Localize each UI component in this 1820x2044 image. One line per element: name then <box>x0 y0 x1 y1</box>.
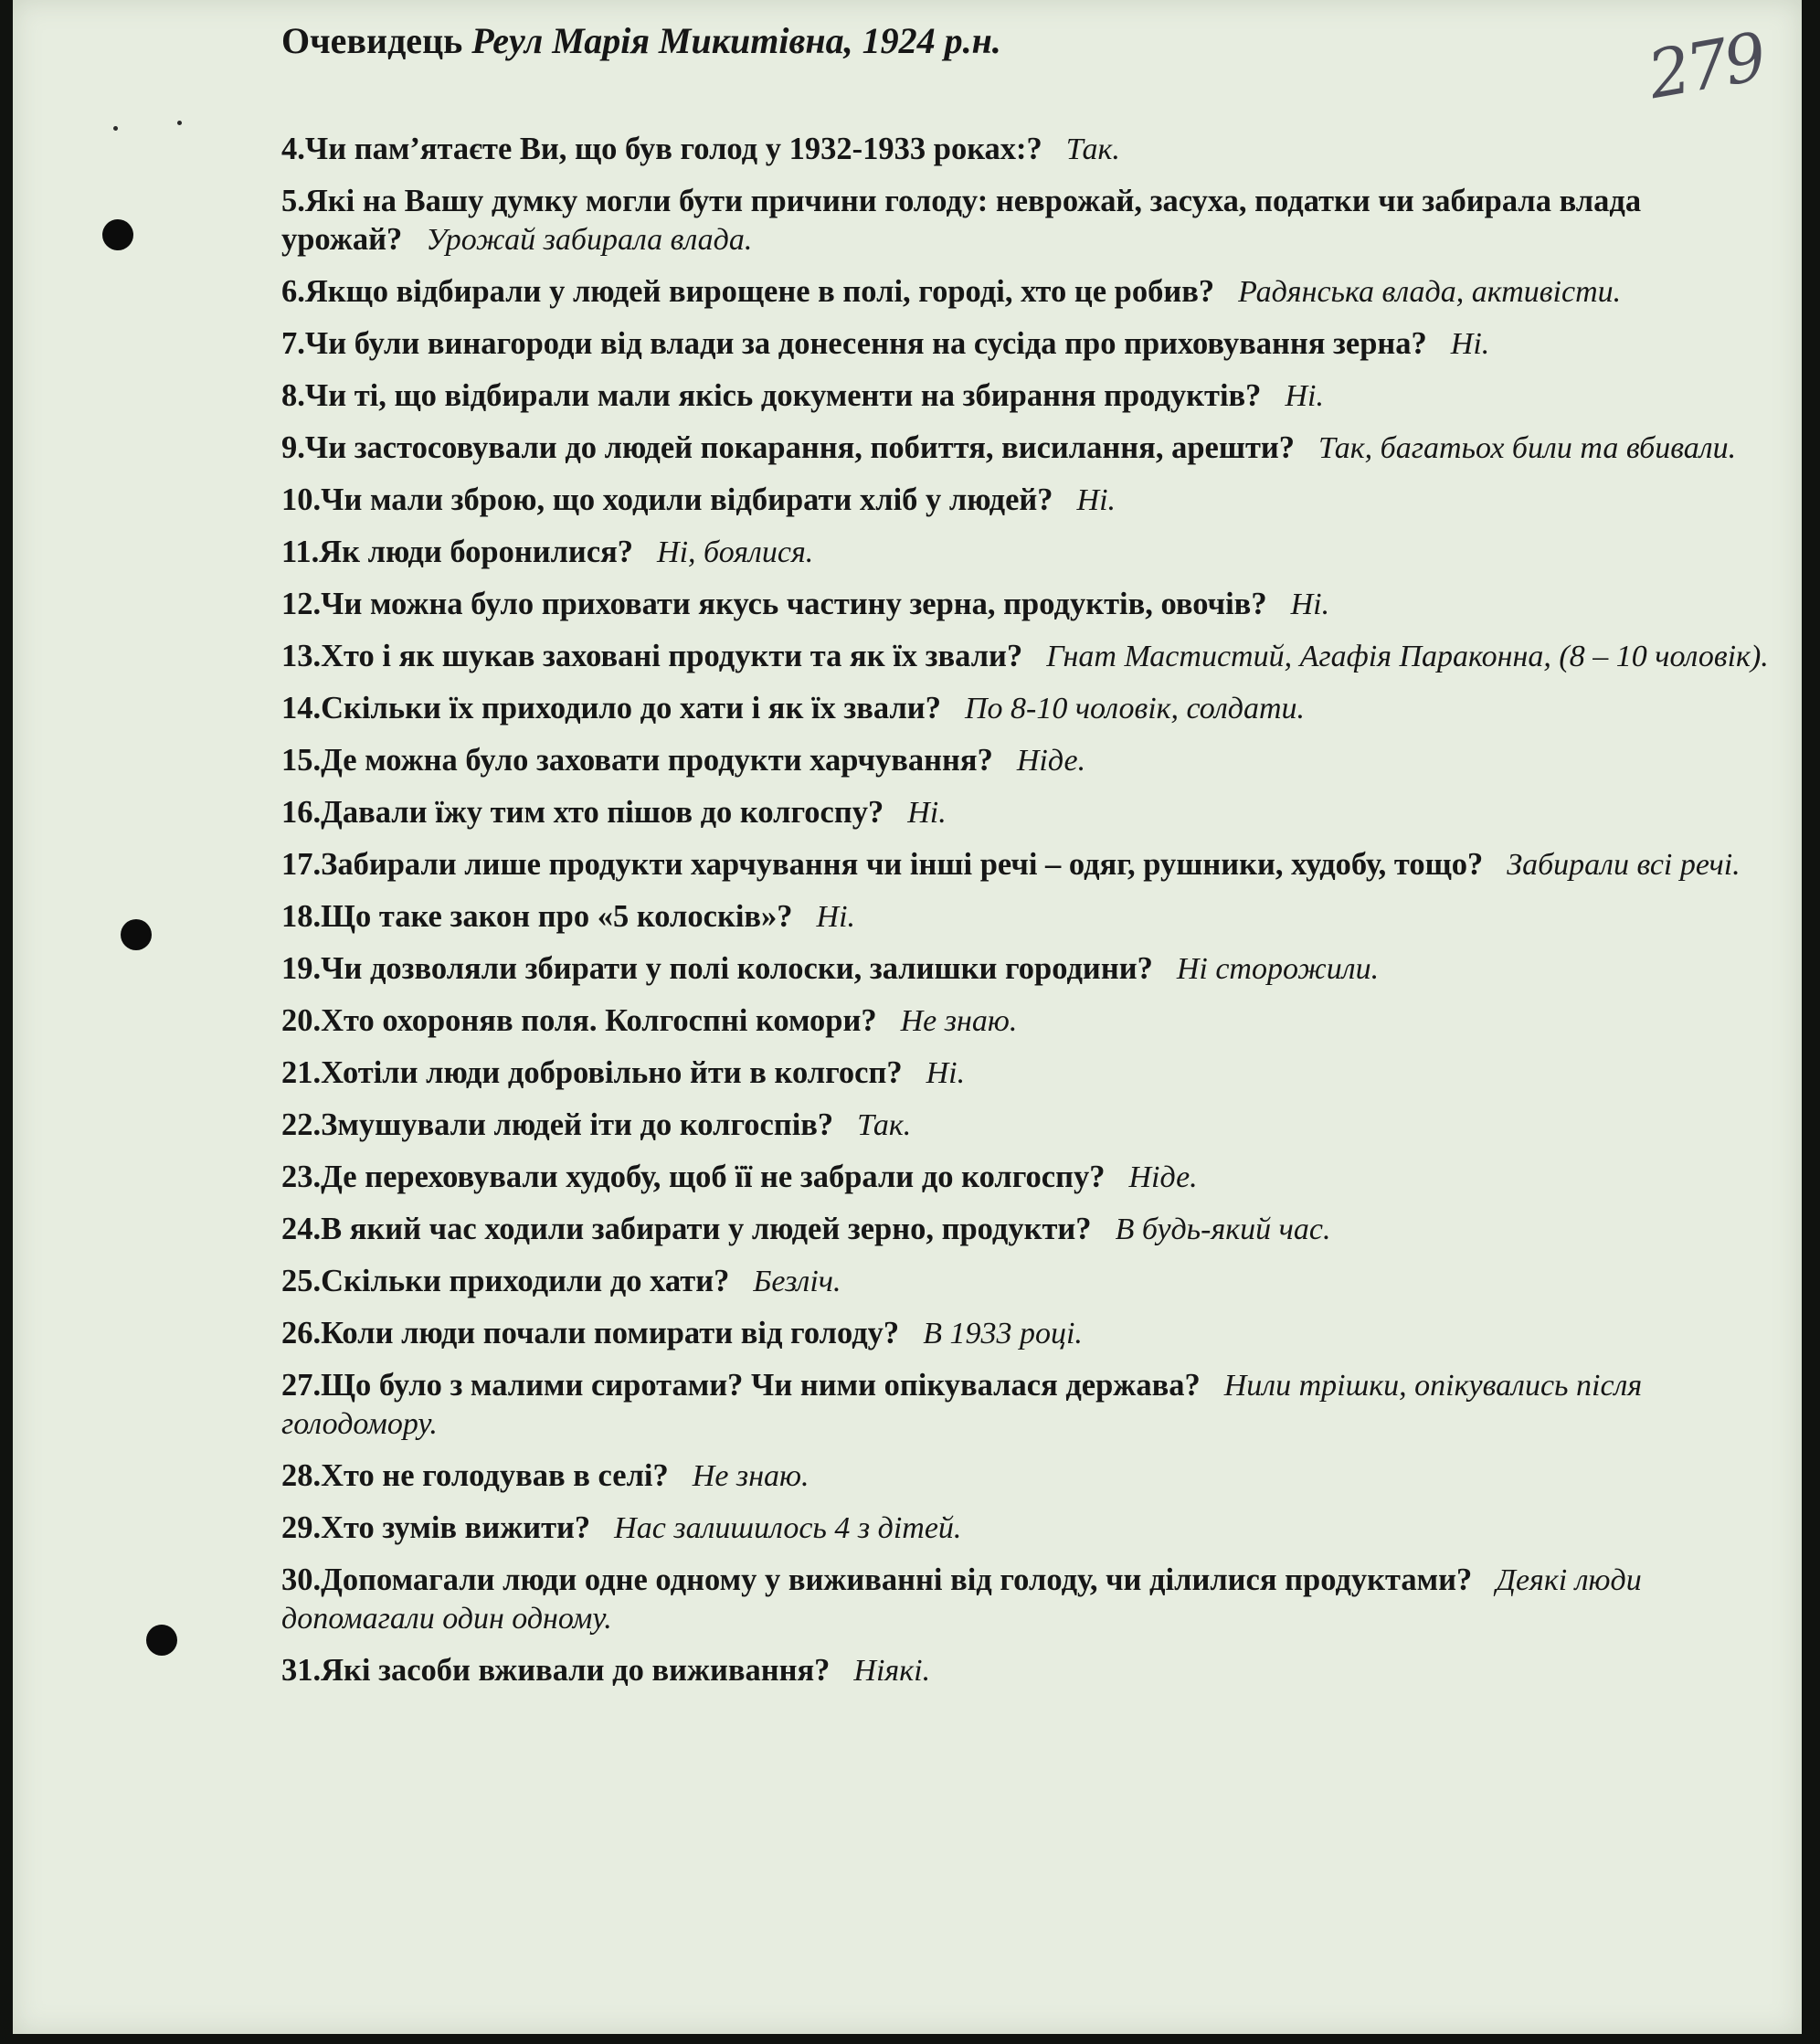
question-item <box>281 1106 1776 1145</box>
answer-text: Ні. <box>1290 588 1330 621</box>
answer-text: Безліч. <box>753 1265 841 1298</box>
question-item <box>281 949 1776 989</box>
question-text: 15.Де можна було заховати продукти харчування? <box>281 743 993 778</box>
question-item <box>281 1509 1776 1548</box>
question-text: 12.Чи можна було приховати якусь частину зерна, продуктів, овочів? <box>281 587 1267 621</box>
punch-hole <box>102 219 133 250</box>
question-item <box>281 376 1776 416</box>
punch-hole <box>121 919 152 950</box>
answer-text: Ні. <box>1285 379 1324 413</box>
punch-hole <box>146 1625 177 1656</box>
question-item <box>281 324 1776 364</box>
question-text: 31.Які засоби вживали до виживання? <box>281 1653 831 1688</box>
answer-text: Нас залишилось 4 з дітей. <box>614 1511 962 1545</box>
question-item <box>281 845 1776 884</box>
answer-text: Ні. <box>1076 483 1116 517</box>
question-text: 16.Давали їжу тим хто пішов до колгоспу? <box>281 795 884 830</box>
question-item <box>281 1456 1776 1496</box>
answer-text: Ні. <box>907 796 947 830</box>
question-item <box>281 689 1776 728</box>
document-body <box>278 18 1776 1703</box>
answer-text: Ні, боялися. <box>657 535 814 569</box>
question-item <box>281 1210 1776 1249</box>
answer-text: По 8-10 чоловік, солдати. <box>964 692 1306 725</box>
document-page <box>13 0 1802 2034</box>
answer-text: Ні. <box>816 900 856 934</box>
question-text: 22.Змушували людей іти до колгоспів? <box>281 1107 834 1142</box>
question-text: 24.В який час ходили забирати у людей зерно, продукти? <box>281 1212 1092 1246</box>
question-text: 17.Забирали лише продукти харчування чи інші речі – одяг, рушники, худобу, тощо? <box>281 847 1484 882</box>
answer-text: Ні. <box>926 1056 966 1090</box>
answer-text: Деякі люди допомагали один одному. <box>281 1563 1642 1636</box>
answer-text: Ніякі. <box>853 1654 931 1688</box>
question-item <box>281 741 1776 780</box>
question-text: 20.Хто охороняв поля. Колгоспні комори? <box>281 1003 877 1038</box>
question-item <box>281 1158 1776 1197</box>
question-text: 18.Що таке закон про «5 колосків»? <box>281 899 793 934</box>
question-text: 11.Як люди боронилися? <box>281 535 634 569</box>
answer-text: Ніде. <box>1128 1160 1198 1194</box>
question-item <box>281 182 1776 259</box>
title-label: Очевидець <box>281 20 463 61</box>
answer-text: Ні. <box>1450 327 1490 361</box>
page-title <box>281 18 1776 64</box>
question-item <box>281 1366 1776 1444</box>
question-item <box>281 429 1776 468</box>
question-text: 4.Чи пам’ятаєте Ви, що був голод у 1932-1933 роках:? <box>281 132 1042 166</box>
question-text: 26.Коли люди почали помирати від голоду? <box>281 1316 900 1350</box>
answer-text: В 1933 році. <box>923 1317 1083 1350</box>
question-text: 28.Хто не голодував в селі? <box>281 1458 669 1493</box>
question-text: 29.Хто зумів вижити? <box>281 1510 591 1545</box>
question-item <box>281 585 1776 624</box>
question-text: 13.Хто і як шукав заховані продукти та як їх звали? <box>281 639 1023 673</box>
answer-text: Не знаю. <box>900 1004 1018 1038</box>
question-item <box>281 1651 1776 1690</box>
question-text: 30.Допомагали люди одне одному у виживанні від голоду, чи ділилися продуктами? <box>281 1562 1473 1597</box>
question-text: 6.Якщо відбирали у людей вирощене в полі, городі, хто це робив? <box>281 274 1215 309</box>
question-text: 8.Чи ті, що відбирали мали якісь документи на збирання продуктів? <box>281 378 1262 413</box>
question-item <box>281 1054 1776 1093</box>
question-text: 9.Чи застосовували до людей покарання, побиття, висилання, арешти? <box>281 430 1296 465</box>
answer-text: Урожай забирала влада. <box>426 223 753 257</box>
handwritten-page-number: 279 <box>1642 17 1769 114</box>
question-item <box>281 1262 1776 1301</box>
question-text: 25.Скільки приходили до хати? <box>281 1264 730 1298</box>
question-item <box>281 272 1776 312</box>
question-list <box>278 130 1776 1690</box>
question-text: 23.Де переховували худобу, щоб її не забрали до колгоспу? <box>281 1160 1106 1194</box>
question-item <box>281 897 1776 937</box>
question-item <box>281 533 1776 572</box>
question-text: 5.Які на Вашу думку могли бути причини голоду: неврожай, засуха, податки чи забирала влада урожай? <box>281 184 1642 257</box>
question-item <box>281 1314 1776 1353</box>
question-text: 14.Скільки їх приходило до хати і як їх звали? <box>281 691 941 725</box>
answer-text: Так, багатьох били та вбивали. <box>1318 431 1737 465</box>
answer-text: Нили трішки, опікувались після голодомору. <box>281 1369 1643 1441</box>
question-text: 27.Що було з малими сиротами? Чи ними опікувалася держава? <box>281 1368 1201 1403</box>
question-item <box>281 1001 1776 1041</box>
dust-speck <box>177 121 182 125</box>
answer-text: Радянська влада, активісти. <box>1238 275 1622 309</box>
answer-text: Так. <box>857 1108 912 1142</box>
answer-text: В будь-який час. <box>1115 1213 1331 1246</box>
question-text: 19.Чи дозволяли збирати у полі колоски, залишки городини? <box>281 951 1153 986</box>
question-item <box>281 793 1776 832</box>
answer-text: Ніде. <box>1016 744 1086 778</box>
answer-text: Гнат Мастистий, Агафія Параконна, (8 – 10 чоловік). <box>1046 640 1769 673</box>
question-text: 7.Чи були винагороди від влади за донесення на сусіда про приховування зерна? <box>281 326 1427 361</box>
answer-text: Так. <box>1065 132 1120 166</box>
question-item <box>281 637 1776 676</box>
answer-text: Ні сторожили. <box>1176 952 1380 986</box>
answer-text: Не знаю. <box>692 1459 809 1493</box>
witness-name: Реул Марія Микитівна, 1924 р.н. <box>471 20 1001 61</box>
question-text: 21.Хотіли люди добровільно йти в колгосп? <box>281 1055 903 1090</box>
dust-speck <box>113 126 118 131</box>
question-item <box>281 130 1776 169</box>
question-item <box>281 481 1776 520</box>
question-text: 10.Чи мали зброю, що ходили відбирати хліб у людей? <box>281 482 1053 517</box>
question-item <box>281 1561 1776 1638</box>
answer-text: Забирали всі речі. <box>1507 848 1741 882</box>
